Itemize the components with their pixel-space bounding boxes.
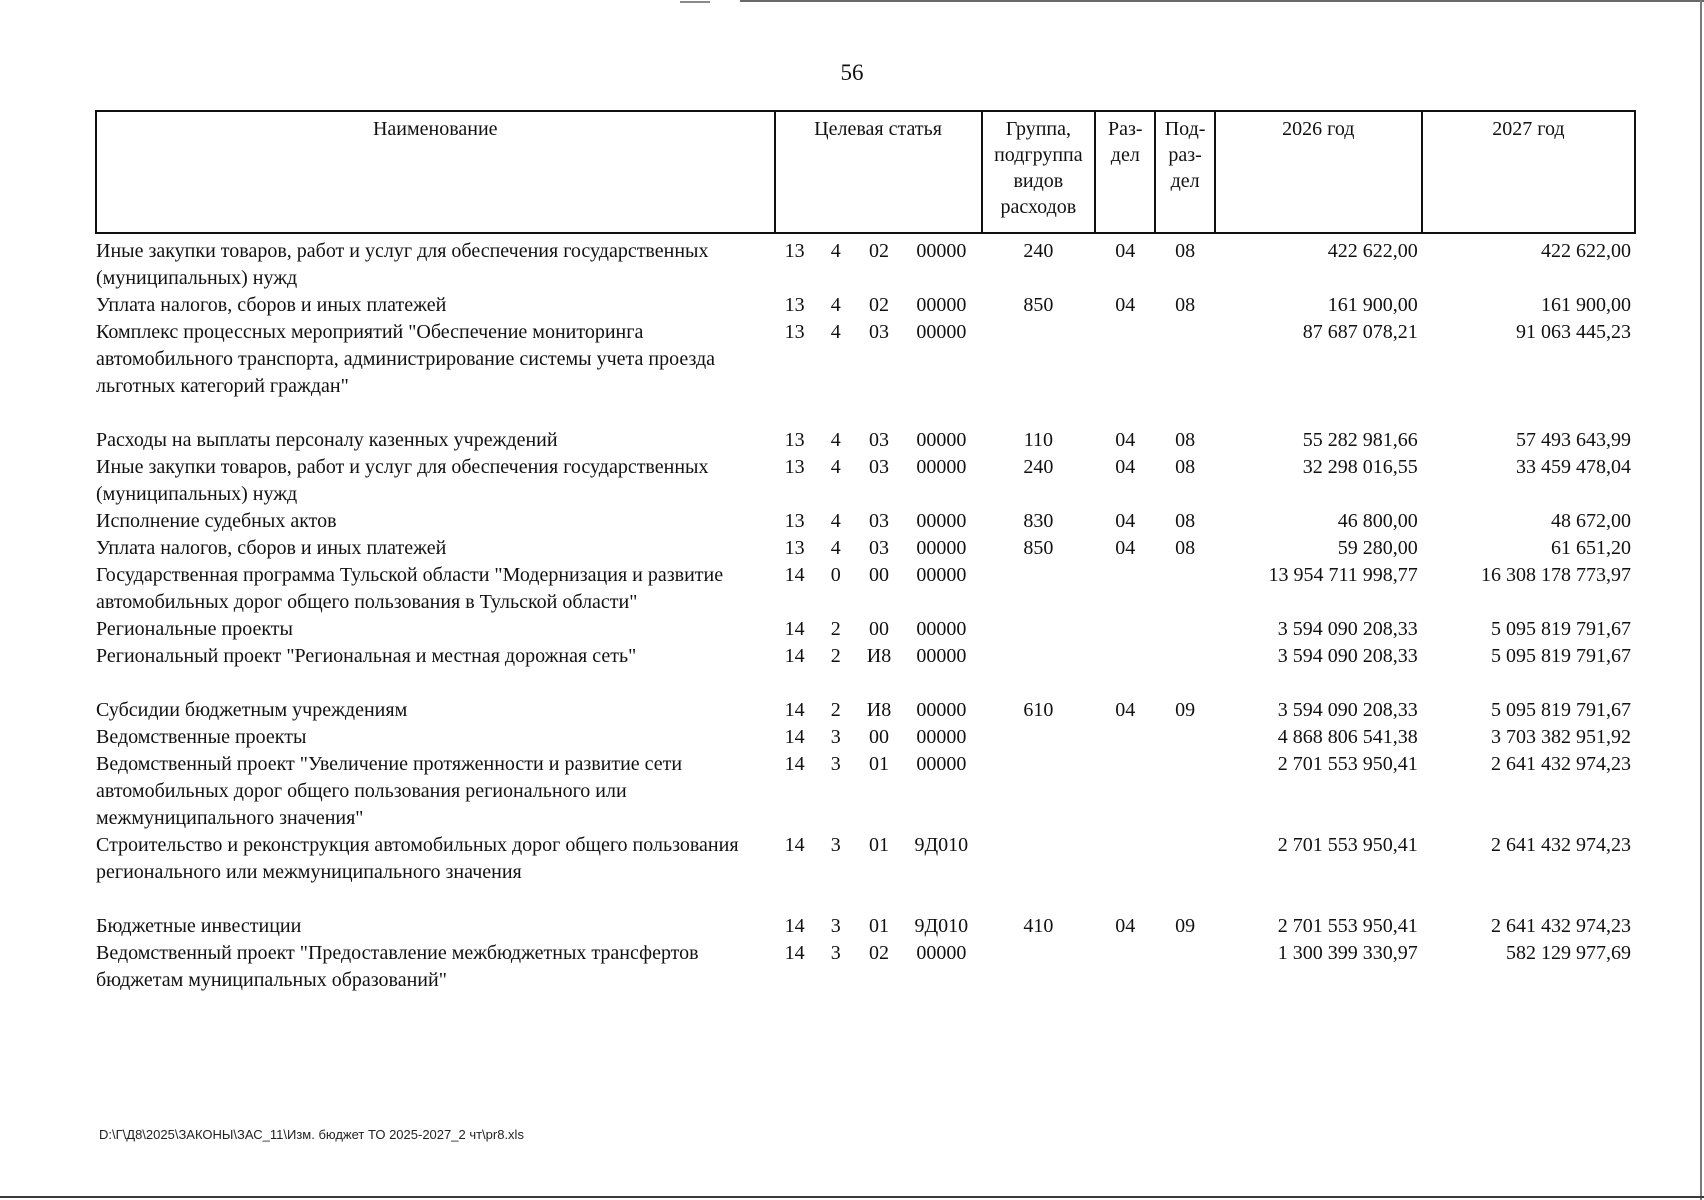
target-code-1: 14 — [784, 618, 805, 640]
target-code-1: 14 — [784, 915, 805, 937]
target-code-4: 00000 — [916, 699, 967, 721]
target-code-1: 14 — [784, 699, 805, 721]
target-code-4: 9Д010 — [914, 915, 969, 937]
target-code-1: 14 — [784, 726, 805, 748]
row-name: Ведомственные проекты — [96, 726, 307, 748]
amount-2026: 3 594 090 208,33 — [1277, 645, 1418, 667]
subsection-code: 08 — [1175, 294, 1196, 316]
expense-group: 830 — [1023, 510, 1054, 532]
expense-group: 110 — [1023, 429, 1053, 451]
section-code: 04 — [1115, 429, 1136, 451]
header-2026: 2026 год — [1215, 111, 1422, 233]
row-name: Иные закупки товаров, работ и услуг для обеспечения государственных (муниципальных) нужд — [96, 240, 709, 289]
target-code-1: 14 — [784, 834, 805, 856]
header-2027: 2027 год — [1422, 111, 1635, 233]
row-name: Региональный проект "Региональная и местная дорожная сеть" — [96, 645, 637, 667]
amount-2026: 422 622,00 — [1327, 240, 1418, 262]
subsection-code — [1155, 616, 1214, 643]
amount-2026: 59 280,00 — [1337, 537, 1418, 559]
target-code-3: 00 — [869, 618, 890, 640]
file-path-footer: D:\Г\Д8\2025\ЗАКОНЫ\ЗАС_11\Изм. бюджет ТО 2025-2027_2 чт\pr8.xls — [99, 1127, 524, 1142]
table-body — [96, 233, 1635, 994]
amount-2027: 5 095 819 791,67 — [1491, 699, 1631, 721]
expense-group — [982, 616, 1096, 643]
target-code-2: 4 — [830, 321, 841, 343]
subsection-code — [1155, 562, 1214, 616]
expense-group: 240 — [1023, 456, 1054, 478]
target-code-3: 00 — [869, 564, 890, 586]
expense-group — [982, 940, 1096, 994]
target-code-4: 00000 — [916, 753, 967, 775]
subsection-code: 08 — [1175, 240, 1196, 262]
amount-2027: 161 900,00 — [1541, 294, 1631, 316]
target-code-3: 03 — [869, 537, 890, 559]
header-expense-group: Группа, подгруппа видов расходов — [982, 111, 1096, 233]
amount-2026: 2 701 553 950,41 — [1277, 753, 1418, 775]
subsection-code — [1155, 751, 1214, 832]
table-row — [96, 697, 1635, 724]
table-row — [96, 616, 1635, 643]
row-name: Субсидии бюджетным учреждениям — [96, 699, 408, 721]
target-code-3: 03 — [869, 456, 890, 478]
row-name: Ведомственный проект "Предоставление межбюджетных трансфертов бюджетам муниципальных образований" — [96, 942, 699, 991]
target-code-1: 13 — [784, 510, 805, 532]
section-code — [1095, 643, 1155, 697]
header-subsection: Под- раз- дел — [1155, 111, 1214, 233]
amount-2026: 1 300 399 330,97 — [1277, 942, 1418, 964]
expense-group — [982, 832, 1096, 913]
subsection-code: 08 — [1175, 510, 1196, 532]
section-code: 04 — [1115, 294, 1136, 316]
table-row — [96, 832, 1635, 913]
target-code-1: 13 — [784, 456, 805, 478]
amount-2027: 91 063 445,23 — [1516, 321, 1631, 343]
table-row — [96, 643, 1635, 697]
amount-2026: 32 298 016,55 — [1302, 456, 1418, 478]
amount-2027: 61 651,20 — [1551, 537, 1631, 559]
section-code — [1095, 616, 1155, 643]
target-code-4: 00000 — [916, 942, 967, 964]
amount-2027: 582 129 977,69 — [1506, 942, 1631, 964]
table-row — [96, 751, 1635, 832]
row-name: Региональные проекты — [96, 618, 293, 640]
target-code-1: 14 — [784, 645, 805, 667]
target-code-4: 00000 — [916, 429, 967, 451]
expense-group: 240 — [1023, 240, 1054, 262]
subsection-code: 08 — [1175, 429, 1196, 451]
target-code-1: 13 — [784, 294, 805, 316]
target-code-4: 00000 — [916, 618, 967, 640]
target-code-1: 13 — [784, 240, 805, 262]
target-code-2: 3 — [830, 753, 841, 775]
amount-2026: 161 900,00 — [1327, 294, 1418, 316]
target-code-4: 00000 — [916, 240, 967, 262]
target-code-2: 4 — [830, 456, 841, 478]
expense-group — [982, 319, 1096, 427]
table-header-row — [96, 111, 1635, 233]
target-code-4: 00000 — [916, 294, 967, 316]
target-code-3: 02 — [869, 240, 890, 262]
row-name: Строительство и реконструкция автомобильных дорог общего пользования регионального или межмуниципального значения — [96, 834, 739, 883]
table-row — [96, 454, 1635, 508]
expense-group — [982, 724, 1096, 751]
subsection-code: 08 — [1175, 456, 1196, 478]
header-section: Раз- дел — [1095, 111, 1155, 233]
page-number: 56 — [840, 60, 864, 85]
target-code-1: 13 — [784, 537, 805, 559]
subsection-code — [1155, 832, 1214, 913]
subsection-code: 09 — [1175, 915, 1196, 937]
amount-2026: 87 687 078,21 — [1302, 321, 1418, 343]
target-code-3: 02 — [869, 942, 890, 964]
subsection-code — [1155, 319, 1214, 427]
target-code-2: 3 — [830, 915, 841, 937]
target-code-2: 4 — [830, 510, 841, 532]
amount-2026: 13 954 711 998,77 — [1268, 564, 1418, 586]
target-code-2: 2 — [830, 645, 841, 667]
expense-group — [982, 643, 1096, 697]
amount-2026: 46 800,00 — [1337, 510, 1418, 532]
expense-group — [982, 562, 1096, 616]
amount-2027: 57 493 643,99 — [1516, 429, 1631, 451]
table-row — [96, 427, 1635, 454]
table-row — [96, 535, 1635, 562]
amount-2026: 2 701 553 950,41 — [1277, 915, 1418, 937]
amount-2026: 3 594 090 208,33 — [1277, 699, 1418, 721]
target-code-3: 03 — [869, 321, 890, 343]
target-code-4: 00000 — [916, 726, 967, 748]
target-code-3: 00 — [869, 726, 890, 748]
scan-edge-right — [1700, 0, 1702, 1200]
target-code-3: 01 — [869, 834, 890, 856]
target-code-2: 4 — [830, 429, 841, 451]
target-code-3: 01 — [869, 915, 890, 937]
amount-2027: 2 641 432 974,23 — [1491, 834, 1631, 856]
table-row — [96, 292, 1635, 319]
target-code-3: 02 — [869, 294, 890, 316]
target-code-4: 00000 — [916, 510, 967, 532]
section-code: 04 — [1115, 915, 1136, 937]
section-code — [1095, 940, 1155, 994]
section-code — [1095, 724, 1155, 751]
table-row — [96, 562, 1635, 616]
header-name: Наименование — [96, 111, 775, 233]
table-row — [96, 319, 1635, 427]
scan-edge-mark — [680, 1, 710, 3]
subsection-code: 08 — [1175, 537, 1196, 559]
row-name: Бюджетные инвестиции — [96, 915, 302, 937]
expense-group: 410 — [1023, 915, 1054, 937]
subsection-code — [1155, 940, 1214, 994]
row-name: Комплекс процессных мероприятий "Обеспечение мониторинга автомобильного транспорта, администрирование системы учета проезда льготных категорий граждан" — [96, 321, 716, 397]
amount-2027: 5 095 819 791,67 — [1491, 618, 1631, 640]
scan-edge-bottom — [0, 1196, 1704, 1198]
amount-2027: 33 459 478,04 — [1516, 456, 1631, 478]
section-code: 04 — [1115, 537, 1136, 559]
row-name: Государственная программа Тульской области "Модернизация и развитие автомобильных дорог общего пользования в Тульской области" — [96, 564, 724, 613]
target-code-2: 0 — [830, 564, 841, 586]
target-code-4: 9Д010 — [914, 834, 969, 856]
target-code-4: 00000 — [916, 564, 967, 586]
section-code: 04 — [1115, 240, 1136, 262]
subsection-code — [1155, 724, 1214, 751]
target-code-4: 00000 — [916, 456, 967, 478]
amount-2026: 2 701 553 950,41 — [1277, 834, 1418, 856]
target-code-2: 3 — [830, 726, 841, 748]
row-name: Уплата налогов, сборов и иных платежей — [96, 294, 447, 316]
target-code-2: 2 — [830, 618, 841, 640]
row-name: Уплата налогов, сборов и иных платежей — [96, 537, 447, 559]
target-code-2: 4 — [830, 294, 841, 316]
amount-2026: 55 282 981,66 — [1302, 429, 1418, 451]
table-row — [96, 724, 1635, 751]
row-name: Иные закупки товаров, работ и услуг для обеспечения государственных (муниципальных) нужд — [96, 456, 709, 505]
target-code-2: 4 — [830, 240, 841, 262]
subsection-code — [1155, 643, 1214, 697]
expense-group: 850 — [1023, 537, 1054, 559]
target-code-2: 3 — [830, 942, 841, 964]
header-target-article: Целевая статья — [775, 111, 982, 233]
section-code — [1095, 319, 1155, 427]
table-row — [96, 913, 1635, 940]
budget-table — [95, 110, 1636, 994]
section-code — [1095, 562, 1155, 616]
amount-2027: 3 703 382 951,92 — [1491, 726, 1631, 748]
target-code-1: 13 — [784, 321, 805, 343]
section-code: 04 — [1115, 456, 1136, 478]
target-code-1: 14 — [784, 942, 805, 964]
target-code-2: 2 — [830, 699, 841, 721]
target-code-3: 01 — [869, 753, 890, 775]
section-code — [1095, 832, 1155, 913]
table-row — [96, 233, 1635, 292]
section-code — [1095, 751, 1155, 832]
section-code: 04 — [1115, 510, 1136, 532]
amount-2026: 4 868 806 541,38 — [1277, 726, 1418, 748]
target-code-4: 00000 — [916, 537, 967, 559]
expense-group: 610 — [1023, 699, 1054, 721]
target-code-1: 14 — [784, 564, 805, 586]
amount-2027: 16 308 178 773,97 — [1481, 564, 1631, 586]
row-name: Исполнение судебных актов — [96, 510, 337, 532]
target-code-4: 00000 — [916, 321, 967, 343]
target-code-4: 00000 — [916, 645, 967, 667]
section-code: 04 — [1115, 699, 1136, 721]
target-code-2: 3 — [830, 834, 841, 856]
table-row — [96, 940, 1635, 994]
row-name: Ведомственный проект "Увеличение протяженности и развитие сети автомобильных дорог общего пользования регионального или межмуниципального значения" — [96, 753, 683, 829]
target-code-3: И8 — [866, 699, 892, 721]
target-code-3: И8 — [866, 645, 892, 667]
amount-2027: 2 641 432 974,23 — [1491, 753, 1631, 775]
target-code-3: 03 — [869, 510, 890, 532]
row-name: Расходы на выплаты персоналу казенных учреждений — [96, 429, 558, 451]
subsection-code: 09 — [1175, 699, 1196, 721]
amount-2026: 3 594 090 208,33 — [1277, 618, 1418, 640]
target-code-1: 14 — [784, 753, 805, 775]
target-code-1: 13 — [784, 429, 805, 451]
amount-2027: 5 095 819 791,67 — [1491, 645, 1631, 667]
expense-group — [982, 751, 1096, 832]
target-code-2: 4 — [830, 537, 841, 559]
amount-2027: 422 622,00 — [1541, 240, 1631, 262]
table-row — [96, 508, 1635, 535]
target-code-3: 03 — [869, 429, 890, 451]
amount-2027: 2 641 432 974,23 — [1491, 915, 1631, 937]
scan-edge-top — [740, 0, 1704, 2]
expense-group: 850 — [1023, 294, 1054, 316]
amount-2027: 48 672,00 — [1551, 510, 1631, 532]
